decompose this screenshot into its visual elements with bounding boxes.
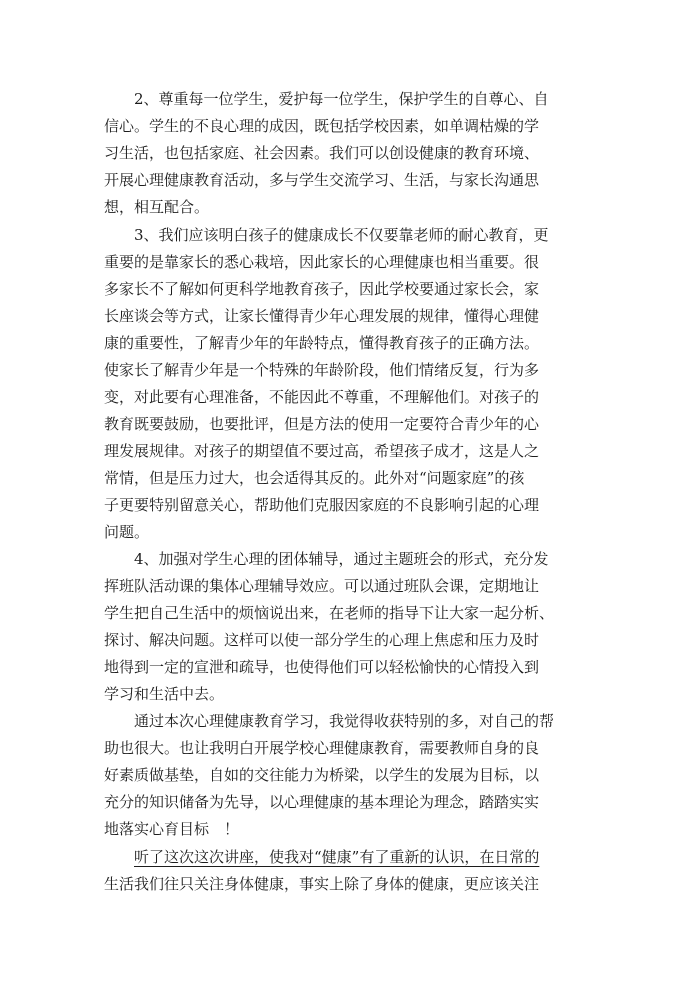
paragraph-lecture-impression <box>104 844 544 898</box>
paragraph-group-counseling <box>104 546 555 708</box>
text-line: 充分的知识储备为先导，以心理健康的基本理论为理念，踏踏实实 <box>104 793 540 811</box>
text-line: 生活我们往只关注身体健康，事实上除了身体的健康，更应该关注 <box>104 875 540 893</box>
text-line: 想，相互配合。 <box>104 198 210 216</box>
text-line: 助也很大。也让我明白开展学校心理健康教育，需要教师自身的良 <box>104 739 540 757</box>
text-line: 开展心理健康教育活动，多与学生交流学习、生活，与家长沟通思 <box>104 171 540 189</box>
paragraph-reflection <box>104 708 555 843</box>
text-line: 教育既要鼓励，也要批评，但是方法的使用一定要符合青少年的心 <box>104 415 540 433</box>
text-line: 通过本次心理健康教育学习，我觉得收获特别的多，对自己的帮 <box>134 712 555 730</box>
text-line: 信心。学生的不良心理的成因，既包括学校因素，如单调枯燥的学 <box>104 117 540 135</box>
text-line: 问题。 <box>104 523 150 541</box>
text-line: 2、尊重每一位学生，爱护每一位学生，保护学生的自尊心、自 <box>134 90 549 108</box>
text-line: 康的重要性，了解青少年的年龄特点，懂得教育孩子的正确方法。 <box>104 334 540 352</box>
text-line: 学习和生活中去。 <box>104 685 225 703</box>
paragraph-parent-education <box>104 222 549 546</box>
text-line: 多家长不了解如何更科学地教育孩子，因此学校要通过家长会，家 <box>104 280 540 298</box>
text-line: 使家长了解青少年是一个特殊的年龄阶段，他们情绪反复，行为多 <box>104 361 540 379</box>
text-line: 地得到一定的宣泄和疏导，也使得他们可以轻松愉快的心情投入到 <box>104 658 540 676</box>
text-line: 长座谈会等方式，让家长懂得青少年心理发展的规律，懂得心理健 <box>104 307 540 325</box>
text-line: 听了这次这次讲座，使我对“健康”有了重新的认识，在日常的 <box>134 848 540 866</box>
text-line: 重要的是靠家长的悉心栽培，因此家长的心理健康也相当重要。很 <box>104 253 540 271</box>
paragraph-respect-students <box>104 86 549 221</box>
text-line: 习生活，也包括家庭、社会因素。我们可以创设健康的教育环境、 <box>104 144 540 162</box>
text-line: 地落实心育目标 ！ <box>104 820 240 838</box>
text-line: 探讨、解决问题。这样可以使一部分学生的心理上焦虑和压力及时 <box>104 631 540 649</box>
text-line: 好素质做基垫，自如的交往能力为桥梁，以学生的发展为目标，以 <box>104 766 540 784</box>
text-line: 变，对此要有心理准备，不能因此不尊重，不理解他们。对孩子的 <box>104 388 540 406</box>
text-line: 3、我们应该明白孩子的健康成长不仅要靠老师的耐心教育，更 <box>134 226 549 244</box>
text-line: 4、加强对学生心理的团体辅导，通过主题班会的形式，充分发 <box>134 550 549 568</box>
text-line: 子更要特别留意关心，帮助他们克服因家庭的不良影响引起的心理 <box>104 496 540 514</box>
text-line: 常情，但是压力过大，也会适得其反的。此外对“问题家庭”的孩 <box>104 469 525 487</box>
text-line: 理发展规律。对孩子的期望值不要过高，希望孩子成才，这是人之 <box>104 442 540 460</box>
text-line: 挥班队活动课的集体心理辅导效应。可以通过班队会课，定期地让 <box>104 577 540 595</box>
text-line: 学生把自己生活中的烦恼说出来，在老师的指导下让大家一起分析、 <box>104 604 555 622</box>
